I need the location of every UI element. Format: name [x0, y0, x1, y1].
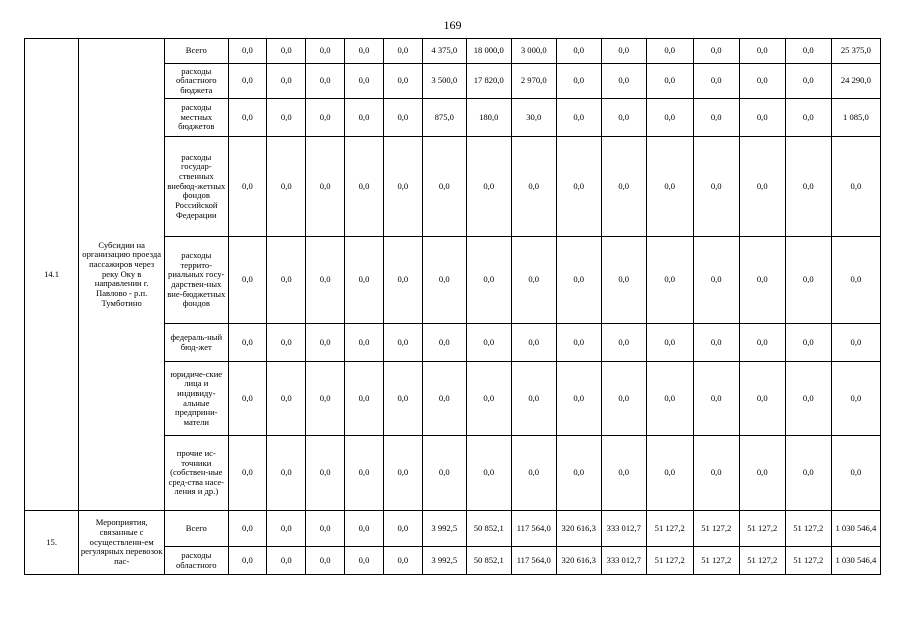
value-cell: 0,0: [739, 362, 785, 436]
value-cell: 0,0: [422, 137, 466, 237]
value-cell: 0,0: [601, 39, 646, 64]
value-cell: 0,0: [267, 137, 306, 237]
value-cell: 0,0: [693, 39, 739, 64]
value-cell: 0,0: [345, 436, 384, 511]
page-number: 169: [443, 18, 462, 32]
value-cell: 0,0: [739, 324, 785, 362]
value-cell: 0,0: [383, 99, 422, 137]
funding-source-cell: расходы областного: [165, 547, 228, 575]
value-cell: 0,0: [383, 137, 422, 237]
value-cell: 0,0: [228, 511, 267, 547]
value-cell: 0,0: [693, 362, 739, 436]
value-cell: 0,0: [306, 436, 345, 511]
value-cell: 0,0: [739, 436, 785, 511]
funding-source-cell: расходы областного бюджета: [165, 64, 228, 99]
value-cell: 0,0: [422, 436, 466, 511]
value-cell: 50 852,1: [466, 511, 511, 547]
value-cell: 17 820,0: [466, 64, 511, 99]
value-cell: 0,0: [739, 99, 785, 137]
value-cell: 0,0: [785, 39, 831, 64]
value-cell: 0,0: [693, 324, 739, 362]
value-cell: 3 000,0: [511, 39, 556, 64]
value-cell: 0,0: [646, 137, 693, 237]
value-cell: 0,0: [345, 64, 384, 99]
value-cell: 0,0: [383, 436, 422, 511]
funding-source-cell: расходы государ-ственных внебюд-жетных фондов Российской Федерации: [165, 137, 228, 237]
value-cell: 0,0: [345, 547, 384, 575]
value-cell: 2 970,0: [511, 64, 556, 99]
value-cell: 180,0: [466, 99, 511, 137]
total-value-cell: 0,0: [831, 237, 880, 324]
value-cell: 0,0: [306, 99, 345, 137]
value-cell: 0,0: [646, 324, 693, 362]
value-cell: 51 127,2: [739, 547, 785, 575]
value-cell: 0,0: [693, 137, 739, 237]
value-cell: 117 564,0: [511, 547, 556, 575]
budget-table-body: [25, 39, 881, 575]
value-cell: 0,0: [306, 511, 345, 547]
value-cell: 0,0: [267, 237, 306, 324]
value-cell: 0,0: [556, 137, 601, 237]
measure-name-cell: Мероприятия, связанные с осуществлени-ем регулярных перевозок пас-: [79, 511, 165, 575]
value-cell: 0,0: [228, 324, 267, 362]
value-cell: 51 127,2: [693, 511, 739, 547]
value-cell: 0,0: [306, 362, 345, 436]
value-cell: 333 012,7: [601, 511, 646, 547]
value-cell: 51 127,2: [646, 547, 693, 575]
value-cell: 0,0: [739, 39, 785, 64]
total-value-cell: 25 375,0: [831, 39, 880, 64]
value-cell: 51 127,2: [693, 547, 739, 575]
value-cell: 50 852,1: [466, 547, 511, 575]
value-cell: 0,0: [306, 547, 345, 575]
value-cell: 320 616,3: [556, 547, 601, 575]
value-cell: 0,0: [785, 436, 831, 511]
value-cell: 0,0: [511, 324, 556, 362]
value-cell: 0,0: [785, 137, 831, 237]
value-cell: 3 500,0: [422, 64, 466, 99]
value-cell: 0,0: [511, 137, 556, 237]
value-cell: 0,0: [556, 64, 601, 99]
value-cell: 0,0: [466, 362, 511, 436]
value-cell: 0,0: [267, 436, 306, 511]
value-cell: 0,0: [228, 39, 267, 64]
funding-source-cell: федераль-ный бюд-жет: [165, 324, 228, 362]
value-cell: 0,0: [267, 324, 306, 362]
value-cell: 0,0: [601, 237, 646, 324]
value-cell: 0,0: [556, 362, 601, 436]
total-value-cell: 24 290,0: [831, 64, 880, 99]
value-cell: 0,0: [306, 39, 345, 64]
value-cell: 875,0: [422, 99, 466, 137]
value-cell: 0,0: [511, 237, 556, 324]
value-cell: 0,0: [693, 436, 739, 511]
value-cell: 0,0: [601, 137, 646, 237]
value-cell: 0,0: [306, 324, 345, 362]
row-number-cell: 15.: [25, 511, 79, 575]
value-cell: 0,0: [228, 362, 267, 436]
value-cell: 0,0: [345, 39, 384, 64]
value-cell: 0,0: [693, 64, 739, 99]
value-cell: 0,0: [785, 64, 831, 99]
value-cell: 0,0: [228, 436, 267, 511]
value-cell: 0,0: [466, 436, 511, 511]
value-cell: 0,0: [345, 237, 384, 324]
value-cell: 0,0: [511, 362, 556, 436]
value-cell: 51 127,2: [646, 511, 693, 547]
funding-source-cell: расходы террито-риальных госу-дарствен-ных вне-бюджетных фондов: [165, 237, 228, 324]
value-cell: 0,0: [345, 362, 384, 436]
value-cell: 0,0: [556, 324, 601, 362]
value-cell: 0,0: [466, 237, 511, 324]
value-cell: 0,0: [601, 64, 646, 99]
value-cell: 0,0: [267, 362, 306, 436]
funding-source-cell: расходы местных бюджетов: [165, 99, 228, 137]
funding-source-cell: юридиче-ские лица и индивиду-альные предприни-матели: [165, 362, 228, 436]
value-cell: 117 564,0: [511, 511, 556, 547]
value-cell: 0,0: [739, 64, 785, 99]
value-cell: 0,0: [785, 99, 831, 137]
value-cell: 320 616,3: [556, 511, 601, 547]
value-cell: 0,0: [383, 362, 422, 436]
value-cell: 0,0: [422, 237, 466, 324]
value-cell: 0,0: [556, 39, 601, 64]
total-value-cell: 1 085,0: [831, 99, 880, 137]
total-value-cell: 1 030 546,4: [831, 547, 880, 575]
budget-table: [24, 38, 881, 575]
value-cell: 0,0: [228, 99, 267, 137]
value-cell: 0,0: [267, 39, 306, 64]
value-cell: 0,0: [646, 362, 693, 436]
total-value-cell: 0,0: [831, 362, 880, 436]
value-cell: 51 127,2: [785, 547, 831, 575]
value-cell: 0,0: [306, 64, 345, 99]
value-cell: 0,0: [228, 547, 267, 575]
row-number-cell: 14.1: [25, 39, 79, 511]
value-cell: 51 127,2: [739, 511, 785, 547]
value-cell: 0,0: [646, 99, 693, 137]
value-cell: 0,0: [556, 99, 601, 137]
value-cell: 0,0: [306, 237, 345, 324]
value-cell: 0,0: [228, 64, 267, 99]
measure-name-cell: Субсидии на организацию проезда пассажиров через реку Оку в направлении г. Павлово - р.п. Тумботино: [79, 39, 165, 511]
value-cell: 0,0: [601, 324, 646, 362]
value-cell: 0,0: [267, 511, 306, 547]
value-cell: 0,0: [422, 362, 466, 436]
value-cell: 0,0: [383, 547, 422, 575]
value-cell: 0,0: [739, 137, 785, 237]
value-cell: 0,0: [306, 137, 345, 237]
value-cell: 0,0: [345, 99, 384, 137]
total-value-cell: 1 030 546,4: [831, 511, 880, 547]
value-cell: 0,0: [383, 237, 422, 324]
value-cell: 0,0: [601, 99, 646, 137]
value-cell: 30,0: [511, 99, 556, 137]
funding-source-cell: Всего: [165, 511, 228, 547]
value-cell: 0,0: [383, 39, 422, 64]
value-cell: 0,0: [646, 39, 693, 64]
value-cell: 0,0: [693, 99, 739, 137]
value-cell: 0,0: [601, 436, 646, 511]
value-cell: 0,0: [511, 436, 556, 511]
value-cell: 0,0: [556, 237, 601, 324]
value-cell: 0,0: [693, 237, 739, 324]
value-cell: 0,0: [228, 237, 267, 324]
value-cell: 0,0: [739, 237, 785, 324]
value-cell: 3 992,5: [422, 511, 466, 547]
value-cell: 0,0: [646, 64, 693, 99]
value-cell: 0,0: [785, 324, 831, 362]
value-cell: 0,0: [228, 137, 267, 237]
total-value-cell: 0,0: [831, 324, 880, 362]
value-cell: 0,0: [383, 324, 422, 362]
value-cell: 4 375,0: [422, 39, 466, 64]
value-cell: 0,0: [466, 137, 511, 237]
value-cell: 0,0: [345, 137, 384, 237]
value-cell: 0,0: [466, 324, 511, 362]
value-cell: 0,0: [267, 64, 306, 99]
value-cell: 333 012,7: [601, 547, 646, 575]
value-cell: 0,0: [646, 237, 693, 324]
value-cell: 0,0: [422, 324, 466, 362]
value-cell: 0,0: [646, 436, 693, 511]
value-cell: 3 992,5: [422, 547, 466, 575]
value-cell: 0,0: [601, 362, 646, 436]
total-value-cell: 0,0: [831, 436, 880, 511]
value-cell: 0,0: [345, 324, 384, 362]
value-cell: 0,0: [383, 64, 422, 99]
total-value-cell: 0,0: [831, 137, 880, 237]
value-cell: 0,0: [556, 436, 601, 511]
value-cell: 18 000,0: [466, 39, 511, 64]
value-cell: 0,0: [267, 547, 306, 575]
value-cell: 0,0: [383, 511, 422, 547]
value-cell: 0,0: [345, 511, 384, 547]
funding-source-cell: Всего: [165, 39, 228, 64]
value-cell: 51 127,2: [785, 511, 831, 547]
value-cell: 0,0: [785, 362, 831, 436]
value-cell: 0,0: [267, 99, 306, 137]
value-cell: 0,0: [785, 237, 831, 324]
funding-source-cell: прочие ис-точники (собствен-ные сред-ства насе-ления и др.): [165, 436, 228, 511]
